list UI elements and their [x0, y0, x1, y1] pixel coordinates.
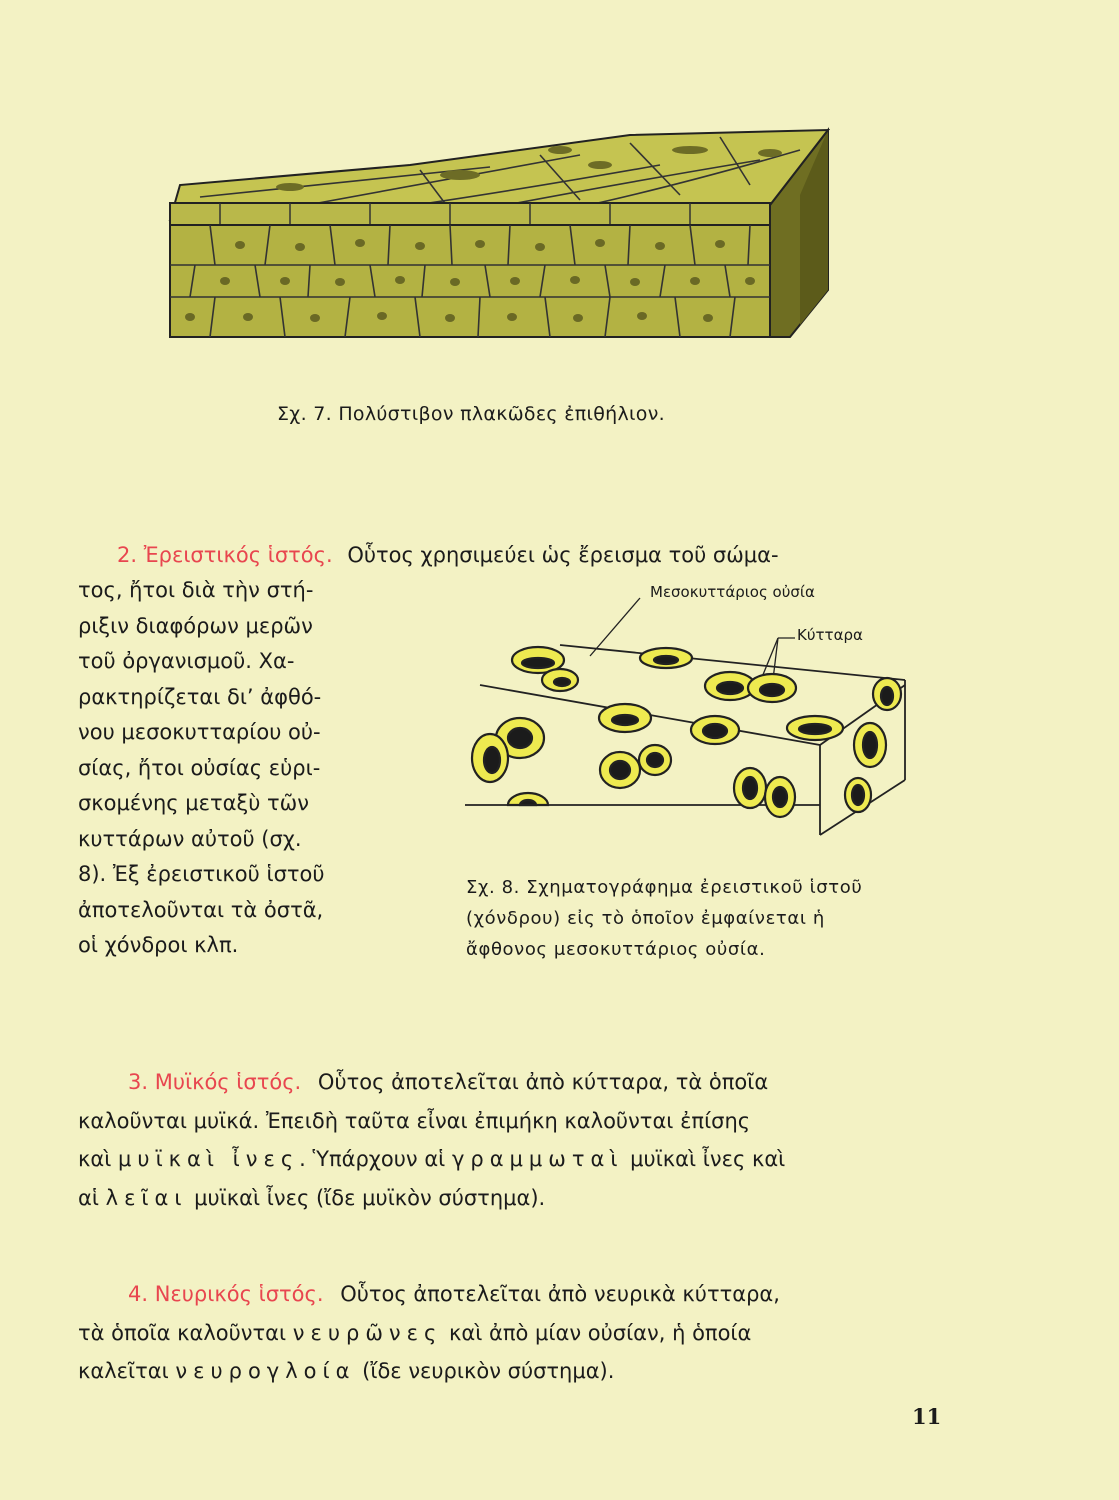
section-4-line — [78, 1275, 958, 1314]
section-2-first-line-text: Οὗτος χρησιμεύει ὡς ἔρεισμα τοῦ σώμα- — [347, 543, 779, 567]
section-2-line: νου μεσοκυτταρίου οὐ- — [78, 720, 321, 744]
section-3-text: καὶ — [78, 1147, 112, 1171]
section-4-heading: 4. Νευρικός ἱστός. — [128, 1282, 324, 1306]
section-4-text: (ἴδε νευρικὸν σύστημα). — [362, 1359, 615, 1383]
section-3-text: . Ὑπάρχουν αἱ — [299, 1147, 446, 1171]
section-3-line — [78, 1179, 958, 1218]
section-3-term: λεῖαι — [105, 1185, 188, 1210]
section-3-text: Οὗτος ἀποτελεῖται ἀπὸ κύτταρα, τὰ ὁποῖα — [317, 1070, 769, 1094]
section-3-line: καλοῦνται μυϊκά. Ἐπειδὴ ταῦτα εἶναι ἐπιμήκη καλοῦνται ἐπίσης — [78, 1108, 751, 1133]
section-3-line — [78, 1063, 958, 1102]
section-2-line: ἀποτελοῦνται τὰ ὀστᾶ, — [78, 897, 324, 922]
figure-8-caption — [466, 872, 862, 965]
section-2-line: κυττάρων αὐτοῦ (σχ. — [78, 826, 302, 851]
section-4-line — [78, 1352, 958, 1391]
section-3-line — [78, 1140, 958, 1179]
section-2-first-line — [117, 538, 779, 574]
label-cells: Κύτταρα — [797, 626, 863, 644]
section-3 — [78, 1063, 958, 1217]
section-4-term: νευρῶνες — [292, 1320, 443, 1345]
figure-7-illustration — [160, 125, 840, 345]
section-2-line: τος, ἤτοι διὰ τὴν στή- — [78, 578, 314, 602]
section-2-line: ρακτηρίζεται δι’ ἀφθό- — [78, 684, 322, 709]
section-2-line: ριξιν διαφόρων μερῶν — [78, 613, 313, 638]
section-3-term: γραμμωταὶ — [451, 1147, 624, 1171]
figure-8-illustration — [460, 590, 920, 850]
section-2-line: οἱ χόνδροι κλπ. — [78, 933, 239, 957]
section-4-term: νευρογλοία — [175, 1359, 356, 1383]
section-3-text: μυϊκαὶ ἶνες (ἴδε μυϊκὸν σύστημα). — [194, 1185, 546, 1210]
page-number: 11 — [912, 1404, 942, 1429]
section-4 — [78, 1275, 958, 1391]
section-3-text: αἱ — [78, 1185, 99, 1210]
section-3-text: μυϊκαὶ ἶνες καὶ — [630, 1147, 786, 1171]
section-2-line: τοῦ ὀργανισμοῦ. Χα- — [78, 649, 295, 673]
figure-8-caption-line: (χόνδρου) εἰς τὸ ὁποῖον ἐμφαίνεται ἡ — [466, 908, 825, 929]
section-4-text: Οὗτος ἀποτελεῖται ἀπὸ νευρικὰ κύτταρα, — [340, 1282, 780, 1306]
figure-8-caption-line: Σχ. 8. Σχηματογράφημα ἐρειστικοῦ ἱστοῦ — [466, 877, 863, 898]
section-3-heading: 3. Μυϊκός ἱστός. — [128, 1070, 302, 1094]
figure-7-caption: Σχ. 7. Πολύστιβον πλακῶδες ἐπιθήλιον. — [277, 403, 665, 425]
section-2-column — [78, 573, 408, 964]
section-2-line: σίας, ἤτοι οὐσίας εὑρι- — [78, 755, 321, 780]
section-2-line: σκομένης μεταξὺ τῶν — [78, 791, 309, 815]
section-4-text: καὶ ἀπὸ μίαν οὐσίαν, ἡ ὁποία — [449, 1320, 752, 1345]
figure-8-caption-line: ἄφθονος μεσοκυττάριος οὐσία. — [466, 939, 766, 960]
section-4-line — [78, 1314, 958, 1353]
section-2-line: 8). Ἐξ ἐρειστικοῦ ἱστοῦ — [78, 862, 325, 886]
label-intercellular-substance: Μεσοκυττάριος οὐσία — [650, 583, 815, 601]
section-3-term: μυϊκαὶ ἶνες — [118, 1147, 300, 1171]
section-2-heading: 2. Ἐρειστικός ἱστός. — [117, 543, 333, 567]
section-4-text: τὰ ὁποῖα καλοῦνται — [78, 1320, 287, 1345]
section-4-text: καλεῖται — [78, 1359, 169, 1383]
